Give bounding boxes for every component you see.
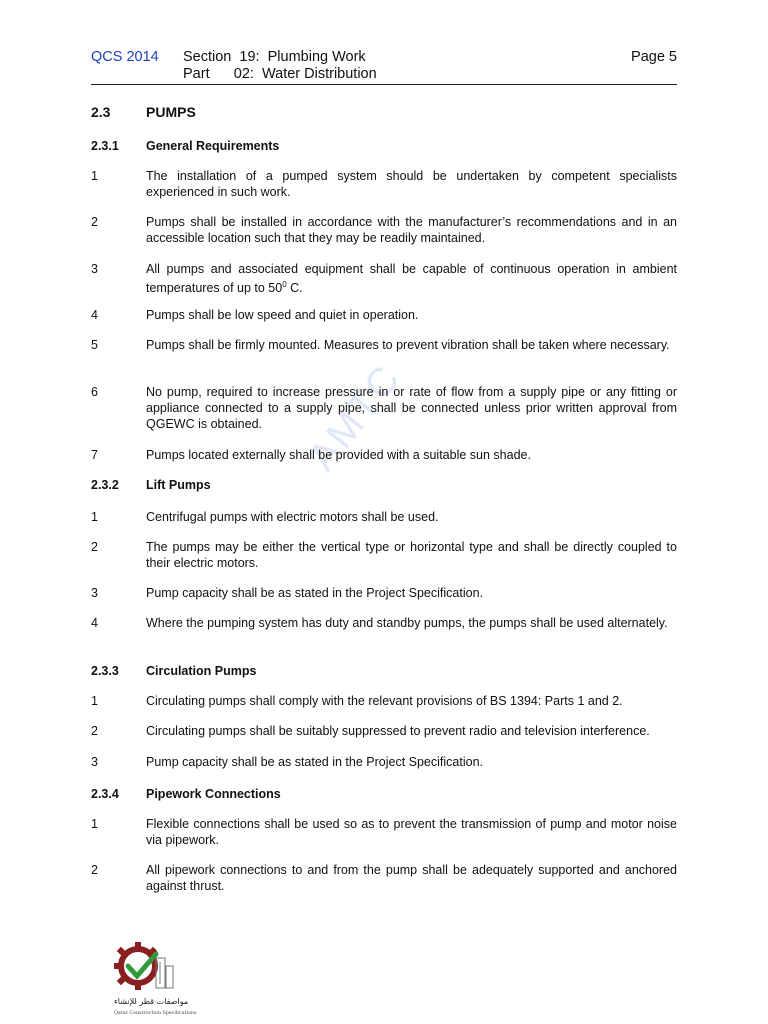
watermark: AMTC — [300, 356, 410, 480]
section-number: 2.3 — [91, 104, 111, 120]
subsection-number: 2.3.3 — [91, 664, 119, 678]
part-line: Part 02: Water Distribution — [183, 66, 377, 82]
item-text: Flexible connections shall be used so as to prevent the transmission of pump and motor noise via pipework. — [146, 817, 677, 847]
item-text — [146, 261, 677, 296]
item-number: 3 — [91, 262, 98, 276]
item-text-part: All pumps and associated equipment shall be capable of continuous operation in ambient temperatures of up to 50 — [146, 262, 677, 296]
item-number: 1 — [91, 694, 98, 708]
subsection-number: 2.3.4 — [91, 787, 119, 801]
item-number: 4 — [91, 308, 98, 322]
doc-code: QCS 2014 — [91, 49, 159, 65]
subsection-title: Lift Pumps — [146, 478, 211, 492]
subsection-number: 2.3.2 — [91, 478, 119, 492]
item-number: 4 — [91, 616, 98, 630]
item-number: 1 — [91, 169, 98, 183]
item-text: Circulating pumps shall comply with the relevant provisions of BS 1394: Parts 1 and 2. — [146, 694, 623, 708]
item-number: 2 — [91, 724, 98, 738]
item-text: Pumps shall be low speed and quiet in operation. — [146, 308, 419, 322]
item-number: 7 — [91, 448, 98, 462]
item-text: Circulating pumps shall be suitably suppressed to prevent radio and television interference. — [146, 724, 650, 738]
item-text: Pump capacity shall be as stated in the Project Specification. — [146, 586, 483, 600]
page-number: Page 5 — [631, 49, 677, 65]
item-number: 5 — [91, 338, 98, 352]
header-rule — [91, 84, 677, 85]
item-number: 2 — [91, 540, 98, 554]
item-text: Pumps shall be installed in accordance with the manufacturer’s recommendations and in an accessible location such that they may be readily maintained. — [146, 215, 677, 245]
item-text: The pumps may be either the vertical type or horizontal type and shall be directly coupled to their electric motors. — [146, 540, 677, 570]
item-number: 2 — [91, 215, 98, 229]
logo-arabic-text: مواصفات قطر للإنشاء — [114, 997, 189, 1006]
subsection-title: General Requirements — [146, 139, 280, 153]
logo-english-text: Qatar Construction Specifications — [114, 1011, 197, 1016]
qcs-logo — [112, 940, 197, 1020]
subsection-title: Pipework Connections — [146, 787, 281, 801]
item-text: The installation of a pumped system should be undertaken by competent specialists experienced in such work. — [146, 169, 677, 199]
item-number: 6 — [91, 385, 98, 399]
item-text: Centrifugal pumps with electric motors shall be used. — [146, 510, 439, 524]
item-number: 1 — [91, 510, 98, 524]
item-text: All pipework connections to and from the pump shall be adequately supported and anchored against thrust. — [146, 863, 677, 893]
item-text: No pump, required to increase pressure in or rate of flow from a supply pipe or any fitting or appliance connected to a supply pipe, shall be connected unless prior written approval from QGEWC is obtained. — [146, 385, 677, 431]
item-text: Pumps shall be firmly mounted. Measures to prevent vibration shall be taken where necessary. — [146, 338, 670, 352]
item-number: 3 — [91, 586, 98, 600]
subsection-title: Circulation Pumps — [146, 664, 257, 678]
item-text: Pumps located externally shall be provided with a suitable sun shade. — [146, 448, 531, 462]
item-number: 3 — [91, 755, 98, 769]
subsection-number: 2.3.1 — [91, 139, 119, 153]
section-heading: PUMPS — [146, 104, 196, 120]
superscript: 0 — [282, 280, 287, 289]
item-number: 2 — [91, 863, 98, 877]
section-line: Section 19: Plumbing Work — [183, 49, 366, 65]
gear-icon — [114, 942, 157, 990]
item-text-part: C. — [286, 281, 303, 296]
item-number: 1 — [91, 817, 98, 831]
building-icon — [156, 958, 173, 988]
item-text: Where the pumping system has duty and standby pumps, the pumps shall be used alternately. — [146, 616, 668, 630]
item-text: Pump capacity shall be as stated in the Project Specification. — [146, 755, 483, 769]
